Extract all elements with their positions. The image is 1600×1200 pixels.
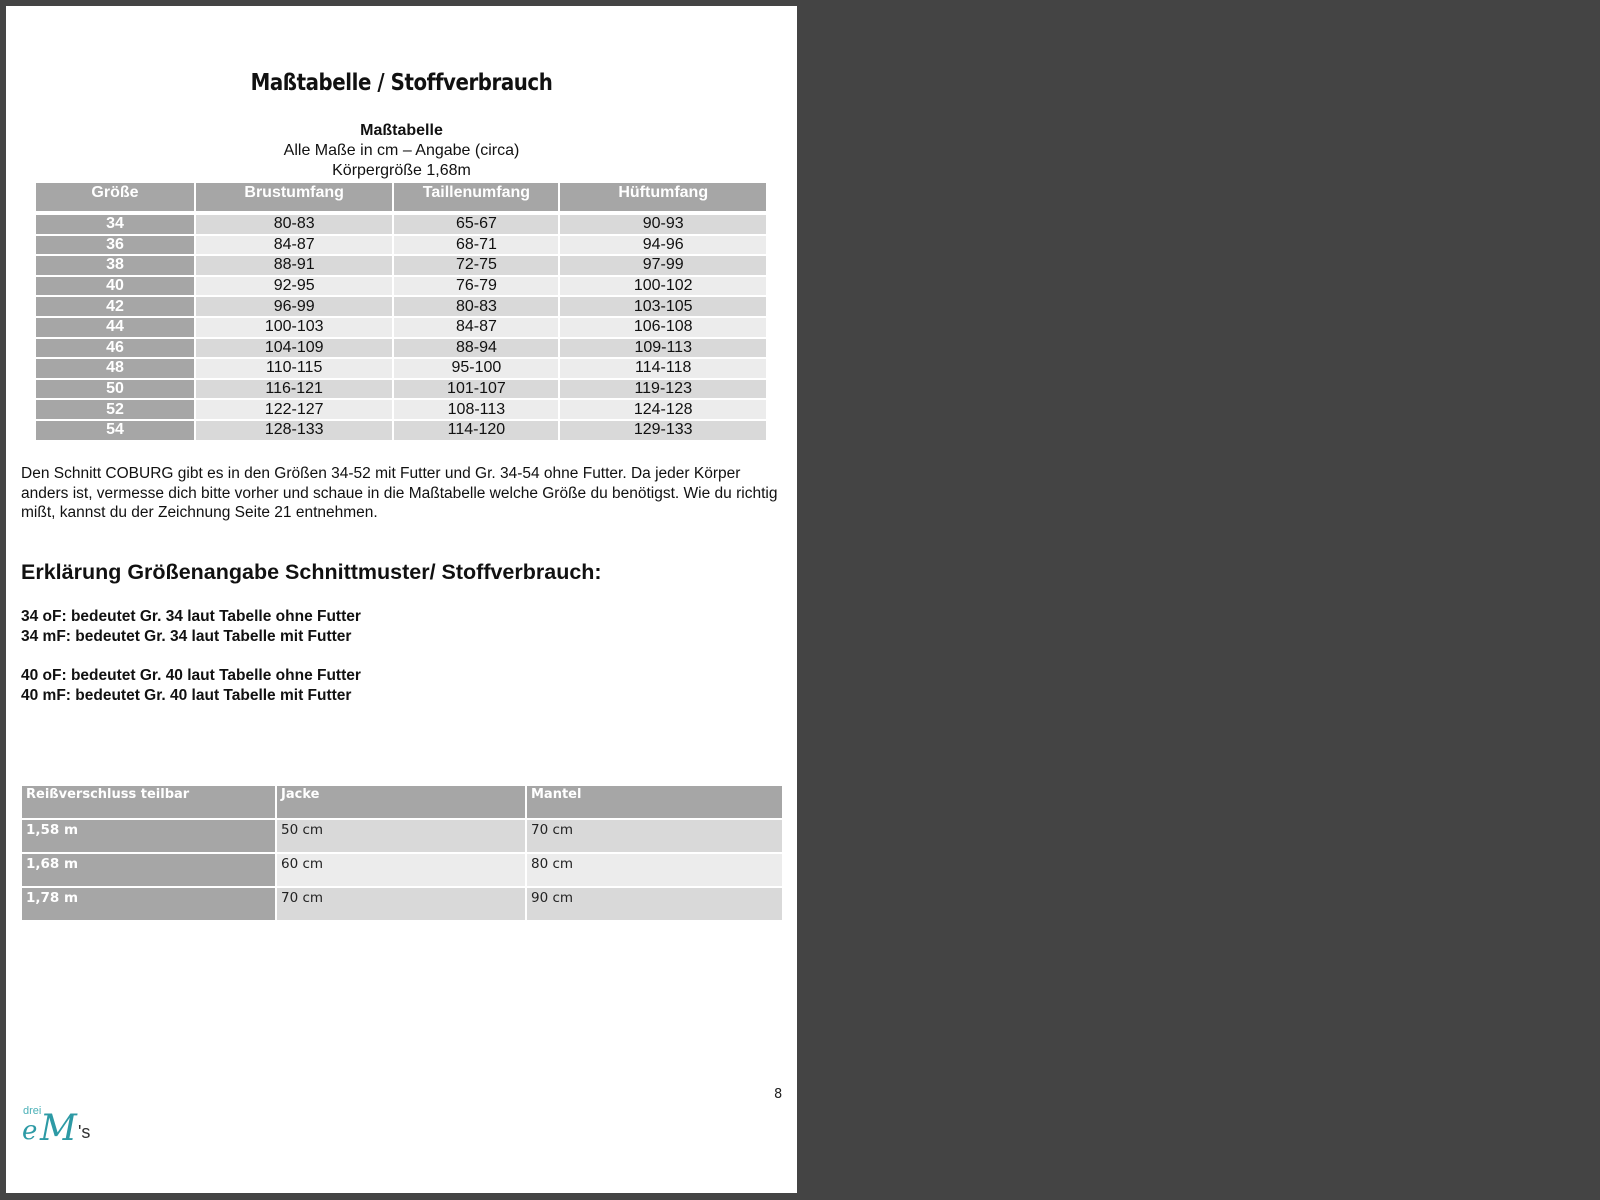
size-cell: 50 [36,380,194,399]
zipper-table [20,784,784,922]
size-table-row [36,318,766,337]
brand-logo [20,1104,100,1152]
measurement-cell: 114-120 [394,421,558,440]
measurement-cell: 100-103 [196,318,392,337]
header-waist: Taillenumfang [394,183,558,211]
measurement-cell: 88-94 [394,339,558,358]
page-title: Maßtabelle / Stoffverbrauch [250,70,553,96]
measurement-cell: 104-109 [196,339,392,358]
measurement-cell: 84-87 [196,236,392,255]
measurement-cell: 80-83 [196,215,392,234]
measurement-cell: 92-95 [196,277,392,296]
zipper-table-row [22,888,782,920]
header-coat: Mantel [527,786,782,818]
size-table-caption-title: Maßtabelle [360,122,443,139]
size-table-row [36,400,766,419]
size-table-row [36,380,766,399]
measurement-cell: 68-71 [394,236,558,255]
measurement-cell: 106-108 [560,318,766,337]
size-cell: 44 [36,318,194,337]
measurement-cell: 103-105 [560,297,766,316]
intro-paragraph: Den Schnitt COBURG gibt es in den Größen 34-52 mit Futter und Gr. 34-54 ohne Futter. Da jeder Körper anders ist, vermesse dich bitte vorher und schaue in die Maßtabelle welche Größe du benötigst. Wie du richtig mißt, kannst du der Zeichnung Seite 21 entnehmen. [21,465,778,521]
size-cell: 34 [36,215,194,234]
measurement-cell: 97-99 [560,256,766,275]
measurement-cell: 128-133 [196,421,392,440]
fabric-length-cell: 60 cm [277,854,525,886]
measurement-cell: 76-79 [394,277,558,296]
definition-item: 40 oF: bedeutet Gr. 40 laut Tabelle ohne Futter [21,667,361,684]
definition-item: 34 oF: bedeutet Gr. 34 laut Tabelle ohne Futter [21,608,361,625]
fabric-length-cell: 70 cm [527,820,782,852]
size-table-header-row [36,183,766,211]
size-table-caption-height: Körpergröße 1,68m [332,162,471,179]
size-table-row [36,339,766,358]
logo-drei-text: drei [23,1105,42,1117]
size-table-caption [6,121,797,181]
fabric-length-cell: 70 cm [277,888,525,920]
measurement-cell: 122-127 [196,400,392,419]
zipper-table-header-row [22,786,782,818]
size-table-body [36,213,766,440]
zipper-table-row [22,820,782,852]
zipper-table-row [22,854,782,886]
header-size: Größe [36,183,194,211]
measurement-cell: 119-123 [560,380,766,399]
section-heading: Erklärung Größenangabe Schnittmuster/ Stoffverbrauch: [21,560,602,584]
size-cell: 40 [36,277,194,296]
size-table-caption-units: Alle Maße in cm – Angabe (circa) [283,142,520,159]
definitions-list [21,607,361,705]
size-table-row [36,421,766,440]
zipper-length-cell: 1,68 m [22,854,275,886]
logo-e-letter: e [22,1116,38,1146]
size-table-row [36,236,766,255]
size-cell: 42 [36,297,194,316]
zipper-length-cell: 1,78 m [22,888,275,920]
zipper-table-body [22,820,782,920]
size-table-row [36,277,766,296]
measurement-cell: 84-87 [394,318,558,337]
size-table-row [36,297,766,316]
header-hip: Hüftumfang [560,183,766,211]
size-table-row [36,215,766,234]
zipper-length-cell: 1,58 m [22,820,275,852]
header-jacket: Jacke [277,786,525,818]
size-cell: 48 [36,359,194,378]
measurement-cell: 109-113 [560,339,766,358]
size-cell: 36 [36,236,194,255]
size-table-row [36,256,766,275]
fabric-length-cell: 90 cm [527,888,782,920]
logo-m-letter: M [40,1108,77,1149]
measurement-cell: 114-118 [560,359,766,378]
measurement-cell: 94-96 [560,236,766,255]
header-bust: Brustumfang [196,183,392,211]
fabric-length-cell: 50 cm [277,820,525,852]
measurement-cell: 108-113 [394,400,558,419]
logo-s-letter: 's [78,1122,91,1142]
measurement-cell: 96-99 [196,297,392,316]
measurement-cell: 116-121 [196,380,392,399]
measurement-cell: 72-75 [394,256,558,275]
fabric-length-cell: 80 cm [527,854,782,886]
measurement-cell: 90-93 [560,215,766,234]
measurement-cell: 65-67 [394,215,558,234]
definition-item: 34 mF: bedeutet Gr. 34 laut Tabelle mit Futter [21,627,352,645]
measurement-cell: 80-83 [394,297,558,316]
measurement-cell: 110-115 [196,359,392,378]
size-cell: 54 [36,421,194,440]
definition-item: 40 mF: bedeutet Gr. 40 laut Tabelle mit Futter [21,686,352,704]
measurement-cell: 124-128 [560,400,766,419]
measurement-cell: 101-107 [394,380,558,399]
header-zipper: Reißverschluss teilbar [22,786,275,818]
measurement-cell: 95-100 [394,359,558,378]
size-cell: 38 [36,256,194,275]
measurement-cell: 129-133 [560,421,766,440]
size-table-row [36,359,766,378]
page-number: 8 [774,1087,783,1102]
document-page [6,6,797,1193]
size-cell: 52 [36,400,194,419]
measurement-cell: 88-91 [196,256,392,275]
size-table [34,181,768,442]
size-cell: 46 [36,339,194,358]
measurement-cell: 100-102 [560,277,766,296]
